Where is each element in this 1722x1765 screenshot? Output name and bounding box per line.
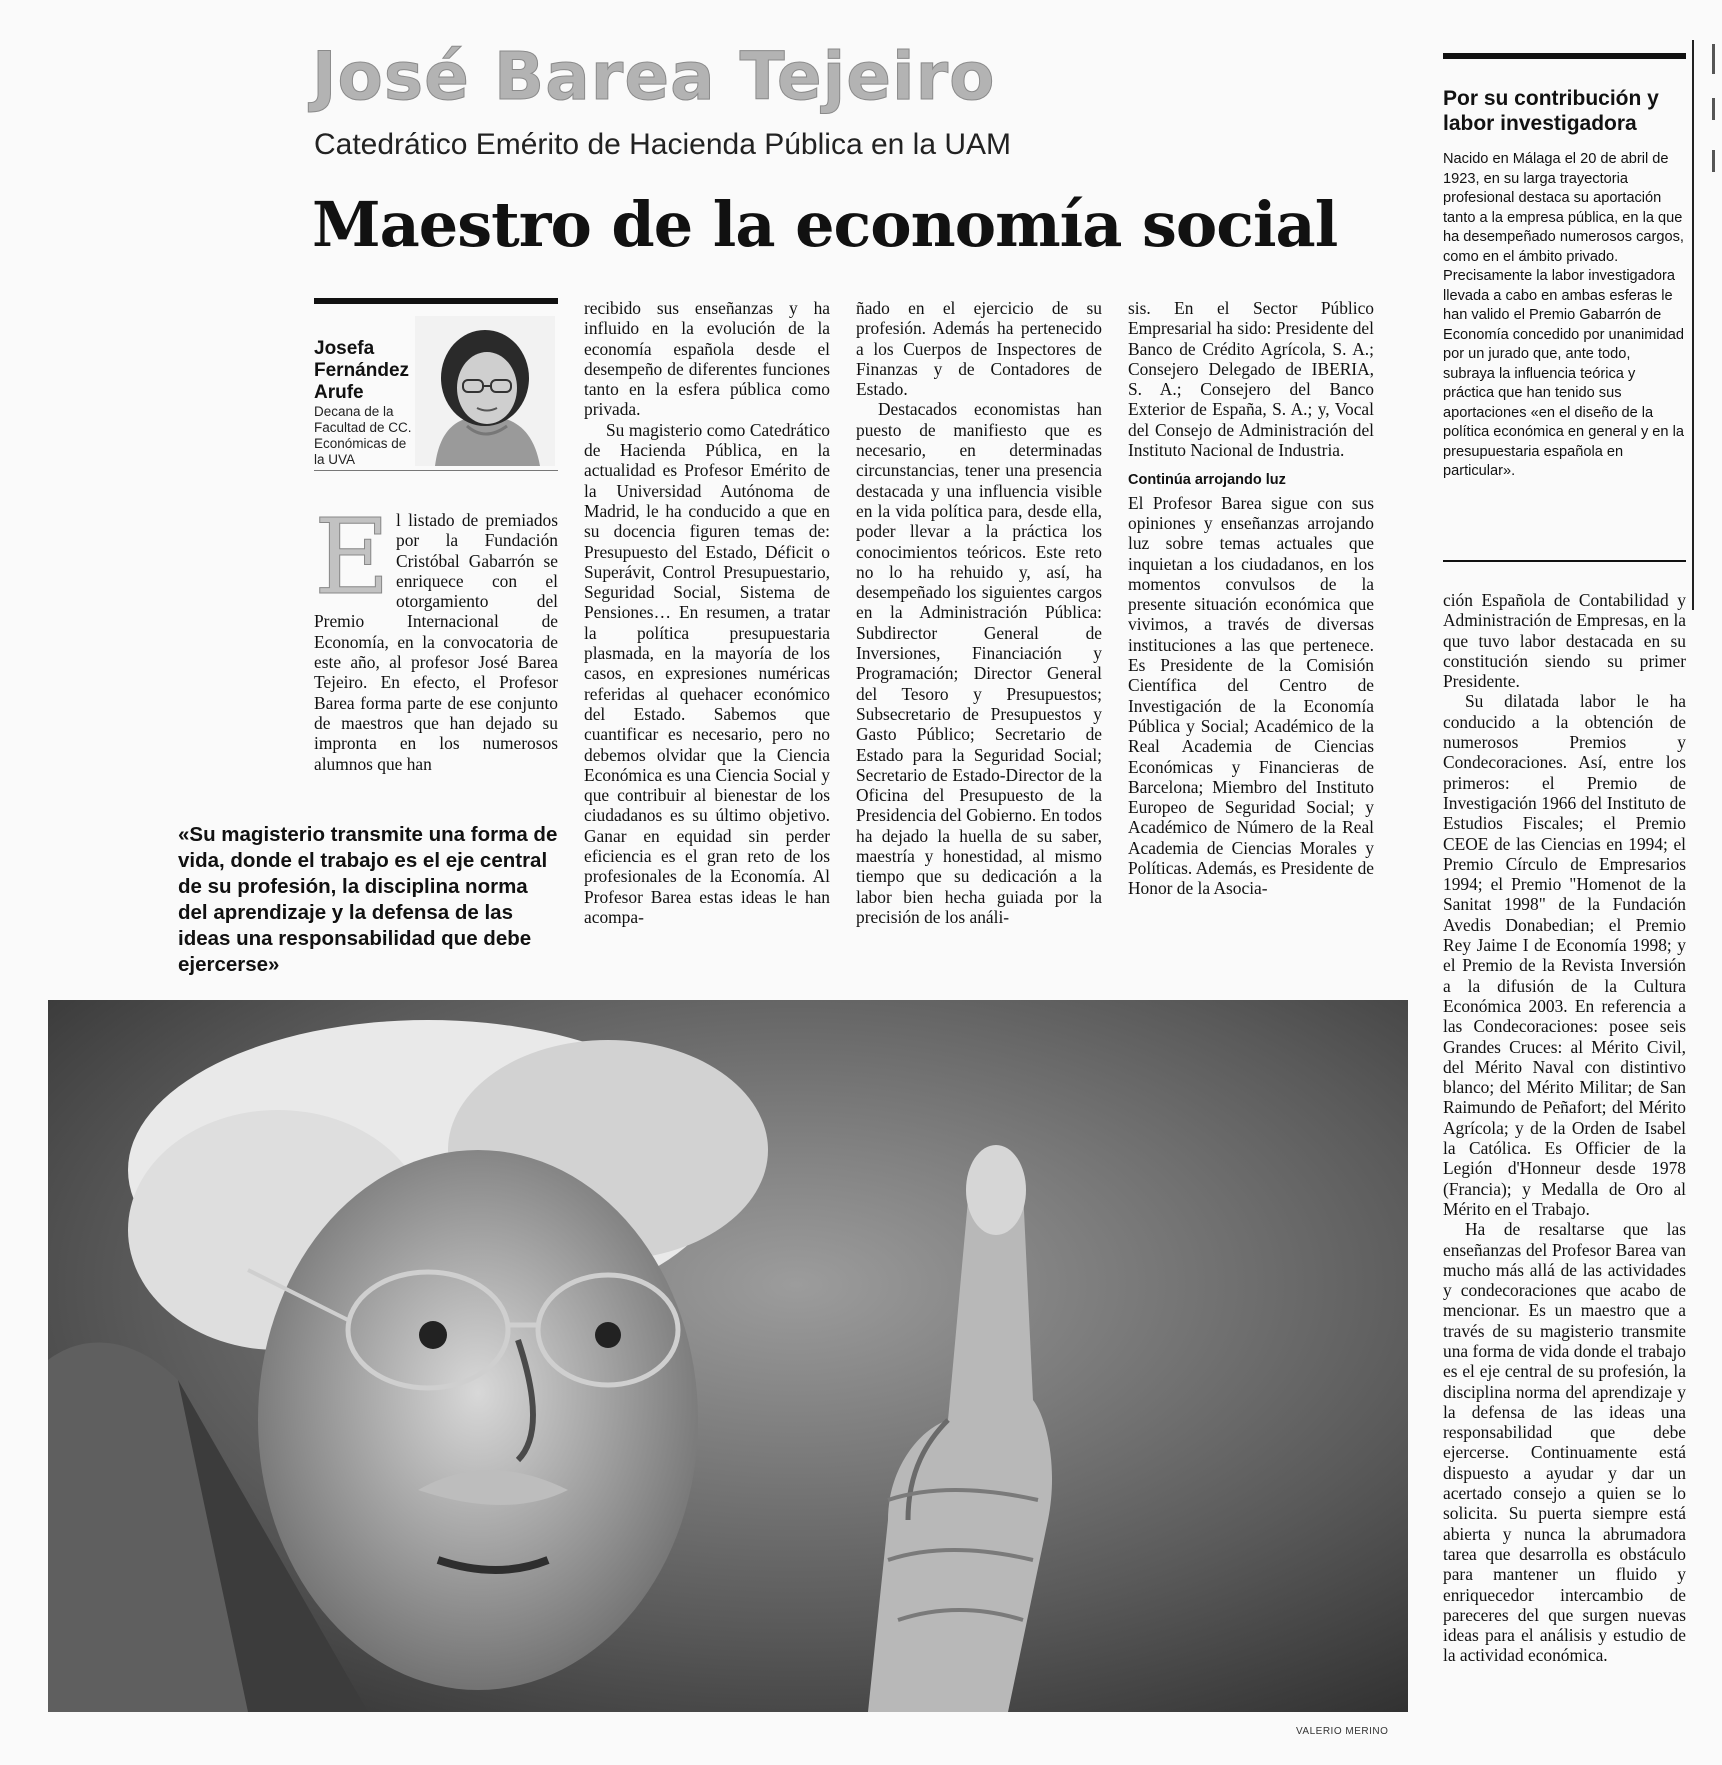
article-paragraph: Su magisterio como Catedrático de Hacienda Pública, en la actualidad es Profesor Emérito de la Universidad Autónoma de Madrid, le ha conducido a que en su docencia figuren temas de: Presupuesto del Estado, Déficit o Superávit, Control Presupuestario, Seguridad Social, Sistema de Pensiones… En resumen, a tratar la política presupuestaria plasmada, en la mayoría de los casos, en expresiones numéricas referidas al quehacer económico del Estado. Sabemos que cuantificar es necesario, pero no debemos olvidar que la Ciencia Económica es una Ciencia Social y que contribuir al bienestar de los ciudadanos es su último objetivo. Ganar en equidad sin perder eficiencia es el gran reto de los profesionales de la Economía. Al Profesor Barea estas ideas le han acompa-: [584, 419, 830, 927]
portrait-photo-thumbs-up-icon: [48, 1000, 1408, 1712]
portrait-photo-icon: [415, 316, 555, 466]
main-photo: [48, 1000, 1408, 1712]
article-paragraph: sis. En el Sector Público Empresarial ha sido: Presidente del Banco de Crédito Agrícola, S. A.; Consejero Delegado de IBERIA, S. A.; Consejero del Banco Exterior de España, S. A.; y, Vocal del Consejo de Administración del Instituto Nacional de Industria.: [1128, 298, 1374, 461]
sidebar-divider: [1443, 560, 1686, 562]
sidebar-rule: [1443, 53, 1686, 59]
author-divider: [314, 470, 558, 471]
scan-mark: [1712, 98, 1715, 120]
author-portrait: [415, 316, 555, 466]
article-paragraph: ñado en el ejercicio de su profesión. Además ha pertenecido a los Cuerpos de Inspectores de Finanzas y de Contadores de Estado.: [856, 298, 1102, 400]
headline: Maestro de la economía social: [312, 188, 1338, 261]
author-name: [314, 338, 414, 404]
subject-subtitle: Catedrático Emérito de Hacienda Pública en la UAM: [314, 128, 1012, 161]
author-role: Decana de la Facultad de CC. Económicas de la UVA: [314, 404, 412, 467]
pull-quote: «Su magisterio transmite una forma de vida, donde el trabajo es el eje central de su profesión, la disciplina norma del aprendizaje y la defensa de las ideas una responsabilidad que debe ejercerse»: [178, 823, 558, 976]
sidebar-border: [1692, 40, 1694, 610]
author-last-name: Arufe: [314, 382, 364, 403]
author-first-name: Josefa: [314, 338, 375, 359]
article-column-4: [1128, 298, 1374, 899]
article-column-2: [584, 298, 830, 927]
article-column-3: [856, 298, 1102, 927]
article-column-5: [1443, 590, 1686, 1666]
sidebar-heading: Por su contribución y labor investigadora: [1443, 87, 1659, 135]
scan-mark: [1712, 150, 1715, 172]
article-paragraph: Destacados economistas han puesto de manifiesto que es necesario, en determinadas circunstancias, tener una presencia destacada y una influencia visible en la vida política para, desde ella, poder llevar a la práctica los conocimientos teóricos. Este reto no lo ha rehuido y, así, ha desempeñado los siguientes cargos en la Administración Pública: Subdirector General de Inversiones, Financiación y Programación; Director General del Tesoro y Presupuestos; Subsecretario de Presupuestos y Gasto Público; Secretario de Estado para la Seguridad Social; Secretario de Estado-Director de la Oficina del Presupuesto de la Presidencia del Gobierno. En todos ha dejado la huella de su saber, maestría y honestidad, al mismo tiempo que su dedicación a la labor bien hecha guiada por la precisión de los análi-: [856, 399, 1102, 927]
article-paragraph: Ha de resaltarse que las enseñanzas del Profesor Barea van mucho más allá de las actividades y condecoraciones que acabo de mencionar. Es un maestro que a través de su magisterio transmite una forma de vida donde el trabajo es el eje central de su profesión, la disciplina norma del aprendizaje y la defensa de las ideas una responsabilidad que debe ejercerse. Continuamente está dispuesto a ayudar y dar un acertado consejo a quien se lo solicita. Su puerta siempre está abierta y nunca la abrumadora tarea que desarrolla es obstáculo para mantener un fluido y enriquecedor intercambio de pareceres del que surgen nuevas ideas para el análisis y estudio de la actividad económica.: [1443, 1219, 1686, 1666]
article-subhead: Continúa arrojando luz: [1128, 472, 1286, 489]
article-col1-text: l listado de premiados por la Fundación Cristóbal Gabarrón se enriquece con el otorgamiento del Premio Internacional de Economía, en la convocatoria de este año, al profesor José Barea Tejeiro. En efecto, el Profesor Barea forma parte de ese conjunto de maestros que han dejado su impronta en los numerosos alumnos que han: [314, 510, 558, 774]
sidebar-text: Nacido en Málaga el 20 de abril de 1923, en su larga trayectoria profesional destaca su aportación tanto a la empresa pública, en la que ha desempeñado numerosos cargos, como en el ámbito privado. Precisamente la labor investigadora llevada a cabo en ambas esferas le han valido el Premio Gabarrón de Economía concedido por unanimidad por un jurado que, ante todo, subraya la influencia teórica y práctica que han tenido sus aportaciones «en el diseño de la política económica en general y en la presupuestaria española en particular».: [1443, 151, 1684, 479]
dropcap: E: [314, 496, 390, 618]
author-rule: [314, 298, 558, 304]
author-middle-name: Fernández: [314, 360, 410, 381]
article-column-1: [314, 496, 558, 774]
article-paragraph: recibido sus enseñanzas y ha influido en la evolución de la economía española desde el desempeño de diferentes funciones tanto en la esfera pública como privada.: [584, 298, 830, 420]
article-paragraph: El Profesor Barea sigue con sus opiniones y enseñanzas arrojando luz sobre temas actuales que inquietan a los ciudadanos, en los momentos convulsos de la presente situación económica que vivimos, a través de diversas instituciones a las que pertenece. Es Presidente de la Comisión Científica del Centro de Investigación de la Economía Pública y Social; Académico de la Real Academia de Ciencias Económicas y Financieras de Barcelona; Miembro del Instituto Europeo de Seguridad Social; y Académico de Número de la Real Academia de Ciencias Morales y Políticas. Además, es Presidente de Honor de la Asocia-: [1128, 492, 1374, 899]
photo-credit: VALERIO MERINO: [1296, 1726, 1389, 1737]
article-paragraph: Su dilatada labor le ha conducido a la obtención de numerosos Premios y Condecoraciones. Así, entre los primeros: el Premio de Investigación 1966 del Instituto de Estudios Fiscales; el Premio CEOE de las Ciencias en 1994; el Premio Círculo de Empresarios 1994; el Premio "Homenot de la Sanitat 1998" de la Fundación Avedis Donabedian; el Premio Rey Jaime I de Economía 1998; y el Premio de la Revista Inversión a la difusión de la Cultura Económica 2003. En referencia a las Condecoraciones: posee seis Grandes Cruces: al Mérito Civil, del Mérito Naval con distintivo blanco; del Mérito Militar; de San Raimundo de Peñafort; del Mérito Agrícola; y de la Orden de Isabel la Católica. Es Officier de la Legión d'Honneur desde 1978 (Francia); y Medalla de Oro al Mérito en el Trabajo.: [1443, 691, 1686, 1219]
scan-mark: [1712, 44, 1715, 74]
article-paragraph: ción Española de Contabilidad y Administración de Empresas, en la que tuvo labor destacada en su constitución siendo su primer Presidente.: [1443, 590, 1686, 692]
subject-name: José Barea Tejeiro: [312, 38, 996, 115]
